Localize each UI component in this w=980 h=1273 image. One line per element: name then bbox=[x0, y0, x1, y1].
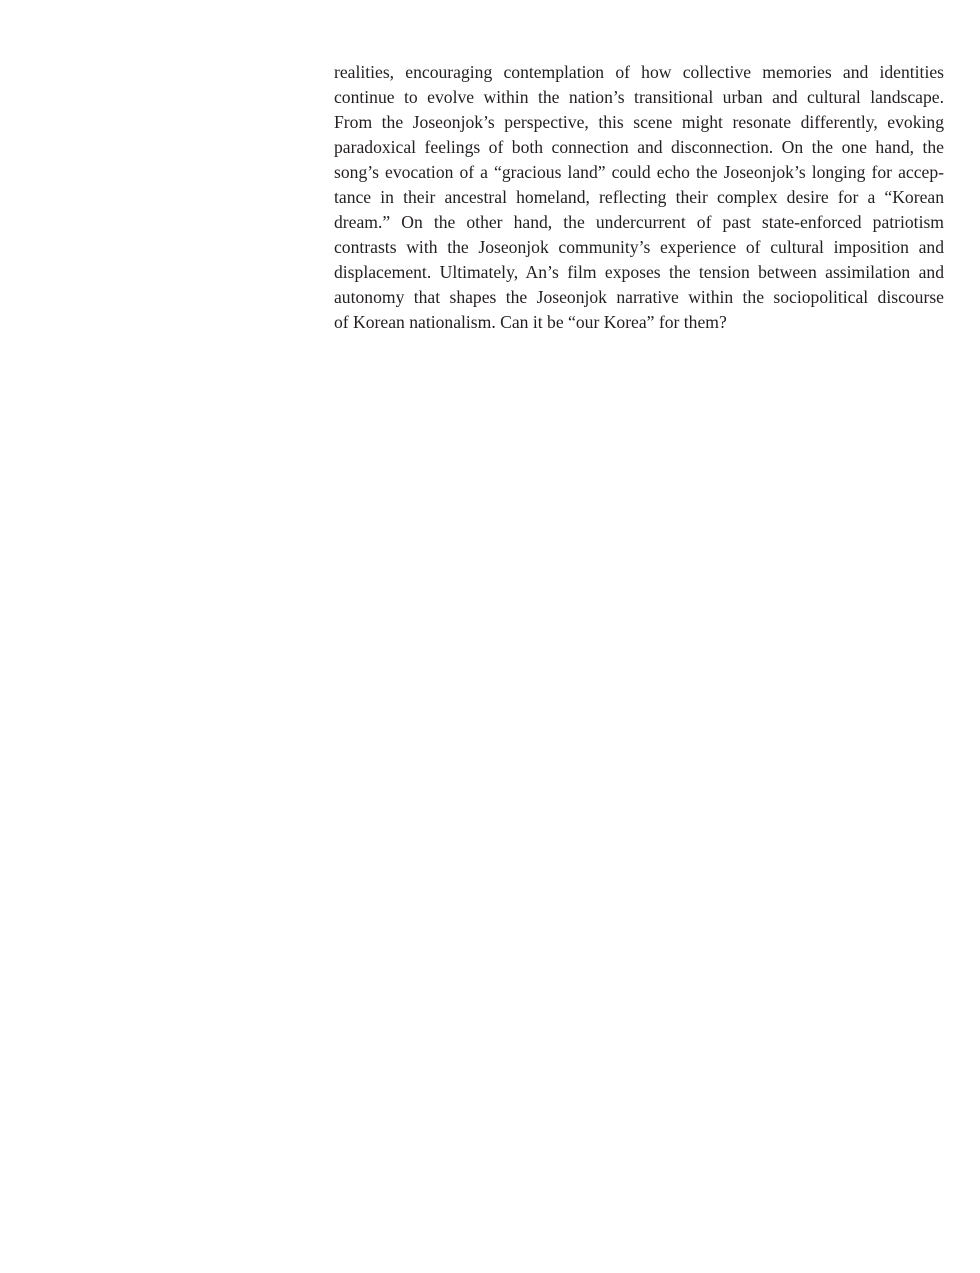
paragraph-line: autonomy that shapes the Joseonjok narrative within the sociopolitical discourse bbox=[334, 287, 944, 307]
paragraph-line: song’s evocation of a “gracious land” could echo the Joseonjok’s longing for accep- bbox=[334, 162, 944, 182]
paragraph-line: continue to evolve within the nation’s transitional urban and cultural landscape. bbox=[334, 87, 944, 107]
paragraph-line: paradoxical feelings of both connection and disconnection. On the one hand, the bbox=[334, 137, 944, 157]
body-paragraph bbox=[334, 60, 944, 335]
paragraph-line: of Korean nationalism. Can it be “our Korea” for them? bbox=[334, 312, 727, 332]
paragraph-line: realities, encouraging contemplation of how collective memories and identities bbox=[334, 62, 944, 82]
paragraph-line: tance in their ancestral homeland, reflecting their complex desire for a “Korean bbox=[334, 187, 944, 207]
paragraph-line: From the Joseonjok’s perspective, this scene might resonate differently, evoking bbox=[334, 112, 944, 132]
paragraph-line: contrasts with the Joseonjok community’s experience of cultural imposition and bbox=[334, 237, 944, 257]
paragraph-line: displacement. Ultimately, An’s film exposes the tension between assimilation and bbox=[334, 262, 944, 282]
paragraph-line: dream.” On the other hand, the undercurrent of past state-enforced patriotism bbox=[334, 212, 944, 232]
